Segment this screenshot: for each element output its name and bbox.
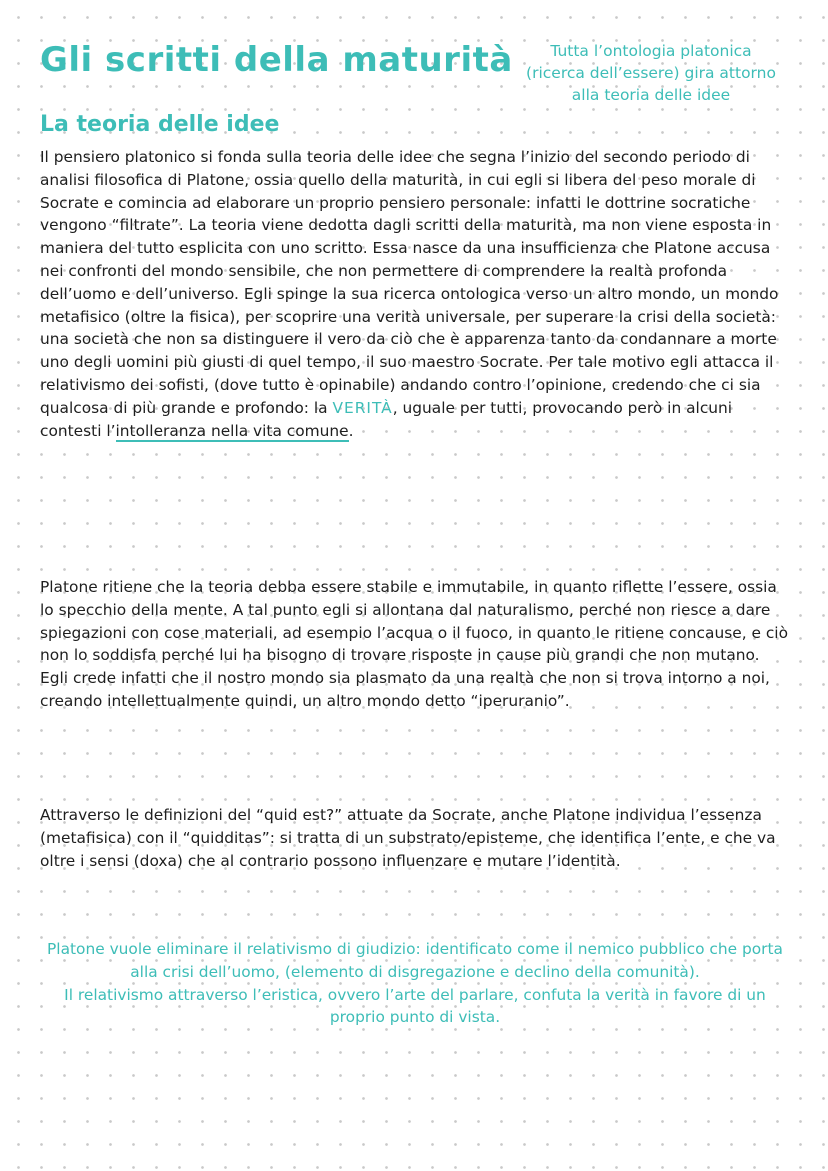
conclusion-note	[40, 938, 790, 1029]
paragraph-2: Platone ritiene che la teoria debba essere stabile e immutabile, in quanto riflette l’essere, ossia lo specchio della mente. A tal punto egli si allontana dal naturalismo, perché non riesce a dare spiegazioni con cose materiali, ad esempio l’acqua o il fuoco, in quanto le ritiene concause, e ciò non lo soddisfa perché lui ha bisogno di trovare risposte in cause più grandi che non mutano. Egli crede infatti che il nostro mondo sia plasmato da una realtà che non si trova intorno a noi, creando intellettualmente quindi, un altro mondo detto “iperuranio”.	[40, 578, 788, 710]
page-title: Gli scritti della maturità	[40, 40, 513, 80]
paragraph-1-end: .	[348, 421, 354, 440]
paragraph-1-middle: , uguale per tutti, provocando però in alcuni contesti l’	[40, 398, 733, 440]
highlight-verita: VERITÀ	[332, 398, 393, 417]
section-subtitle: La teoria delle idee	[40, 112, 280, 137]
underlined-phrase: intolleranza nella vita comune	[115, 421, 349, 440]
paragraph-1-text: Il pensiero platonico si fonda sulla teoria delle idee che segna l’inizio del secondo periodo di analisi filosofica di Platone, ossia quello della maturità, in cui egli si libera del peso morale di Socrate e comincia ad elaborare un proprio pensiero personale: infatti le dottrine socratiche vengono “filtrate”. La teoria viene dedotta dagli scritti della maturità, ma non viene esposta in maniera del tutto esplicita con uno scritto. Essa nasce da una insufficienza che Platone accusa nei confronti del mondo sensibile, che non permettere di comprendere la realtà profonda dell’uomo e dell’universo. Egli spinge la sua ricerca ontologica verso un altro mondo, un mondo metafisico (oltre la fisica), per scoprire una verità universale, per superare la crisi della società: una società che non sa distinguere il vero da ciò che è apparenza tanto da condannare a morte uno degli uomini più giusti di quel tempo, il suo maestro Socrate. Per tale motivo egli attacca il relativismo dei sofisti, (dove tutto è opinabile) andando contro l’opinione, credendo che ci sia qualcosa di più grande e profondo: la	[40, 148, 779, 417]
conclusion-line-1: Platone vuole eliminare il relativismo di giudizio: identificato come il nemico pubblico che porta alla crisi dell’uomo, (elemento di disgregazione e declino della comunità).	[47, 940, 783, 981]
side-note: Tutta l’ontologia platonica (ricerca dell’essere) gira attorno alla teoria delle idee	[526, 42, 776, 104]
paragraph-3: Attraverso le definizioni del “quid est?” attuate da Socrate, anche Platone individua l’essenza (metafisica) con il “quidditas”: si tratta di un substrato/episteme, che identifica l’ente, e che va oltre i sensi (doxa) che al contrario possono influenzare e mutare l’identità.	[40, 806, 776, 870]
paragraph-1	[40, 146, 790, 442]
conclusion-line-2: Il relativismo attraverso l’eristica, ovvero l’arte del parlare, confuta la verità in favore di un proprio punto di vista.	[64, 985, 766, 1027]
